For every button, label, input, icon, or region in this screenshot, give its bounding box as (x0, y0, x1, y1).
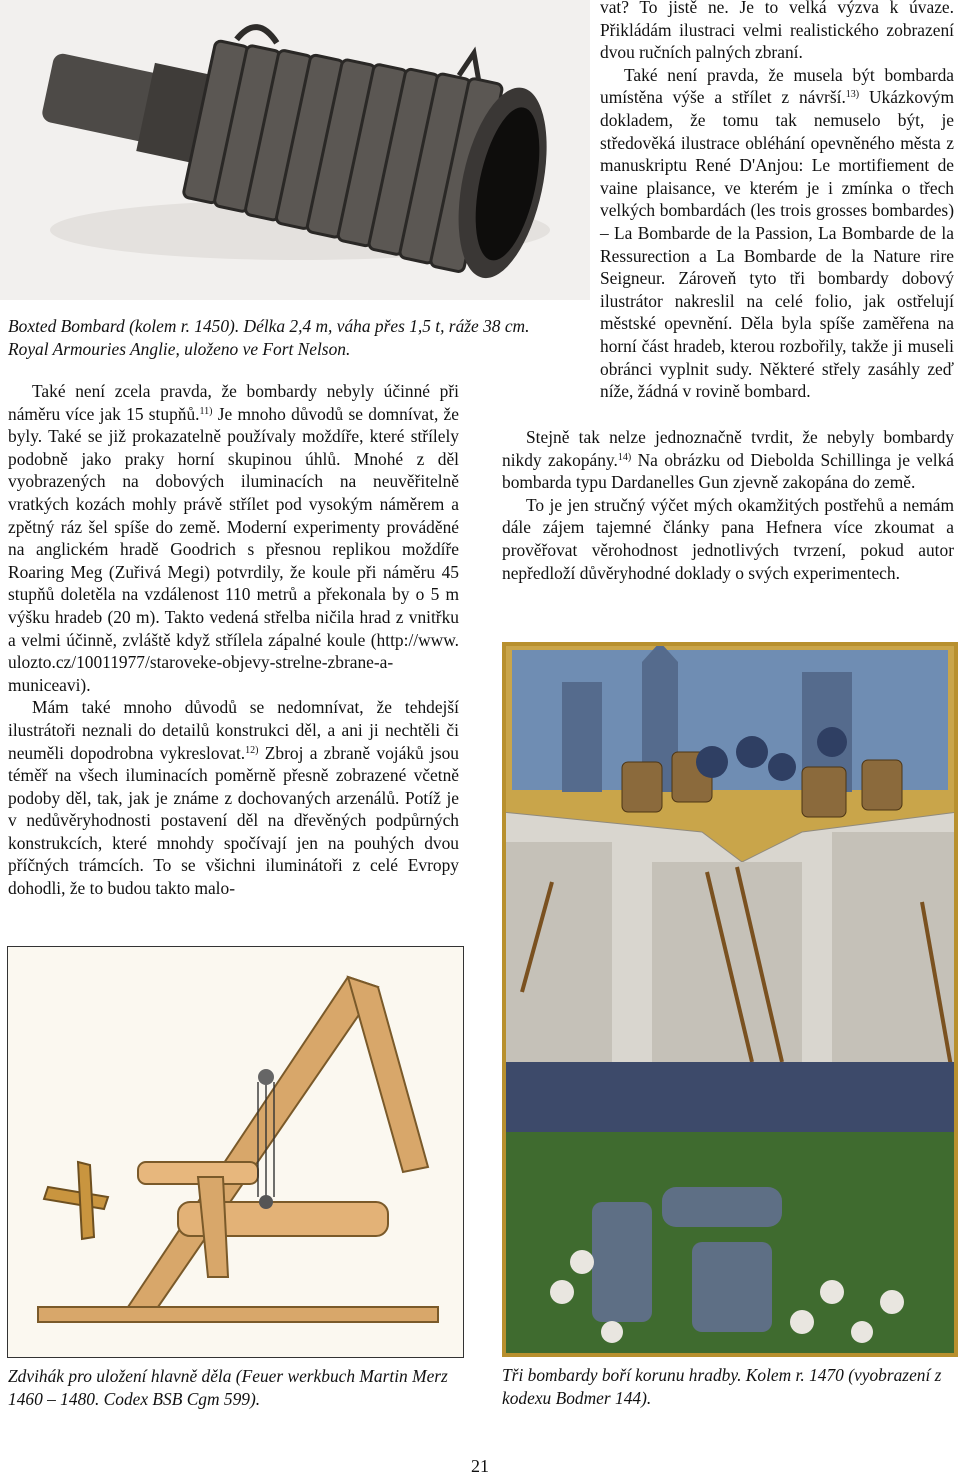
crane-illustration (7, 946, 464, 1358)
right-paragraph-0: vat? To jistě ne. Je to velká výzva k úvaze. Přikládám ilustraci velmi realistického zobrazení dvou ručních palných zbraní. (600, 0, 954, 63)
right-column-text-lower (502, 426, 954, 584)
bombard-caption (8, 315, 598, 360)
footnote-13: 13) (845, 89, 860, 101)
bombard-caption-line2: Royal Armouries Anglie, uloženo ve Fort Nelson. (8, 338, 351, 359)
left-paragraph-2: Mám také mnoho důvodů se nedomnívat, že tehdejší ilustrátoři neznali do detailů konstrukci děl, a ani ji nechtěli či neuměli dopodrobna vykreslovat.$^{12)}$ Zbroj a zbraně vojáků jsou téměř na všech iluminacích poměrně přesně zobrazené včetně podoby děl, tak, jak je známe z dochovaných arzenálů. Potíž je v nedůvěryhodnosti postavení děl na dřevěných podpůrných konstrukcích, které mnohdy spočívají jen na pouhých dvou příčných trámcích. To se všichni iluminátoři z celé Evropy dohodli, že to budou takto malo- (8, 697, 459, 899)
page-number: 21 (471, 1456, 489, 1476)
siege-caption: Tři bombardy boří korunu hradby. Kolem r. 1470 (vyobrazení z kodexu Bodmer 144). (502, 1365, 942, 1408)
footnote-14: 14) (617, 451, 632, 463)
right-paragraph-2: Stejně tak nelze jednoznačně tvrdit, že nebyly bombardy nikdy zakopány.$^{14)}$ Na obrázku od Diebolda Schillinga je velká bombarda typu Dardanelles Gun zjevně zakopána do země. (502, 427, 954, 493)
bombard-photo (0, 0, 590, 300)
bombard-caption-line1: Boxted Bombard (kolem r. 1450). Délka 2,4 m, váha přes 1,5 t, ráže 38 cm. (8, 316, 530, 336)
siege-miniature (502, 642, 958, 1357)
crane-caption: Zdvihák pro uložení hlavně děla (Feuer werkbuch Martin Merz 1460 – 1480. Codex BSB Cgm 599). (8, 1366, 448, 1409)
right-paragraph-1: Také není pravda, že musela být bombarda umístěna výše a střílet z návrší.$^{13)}$ Ukázkovým dokladem, že tomu tak nemuselo být, je středověká ilustrace obléhání opevněného města z manuskriptu René D'Anjou: Le mortifiement de vaine plaisance, ve kterém je i zmínka o třech velkých bombardách (les trois grosses bombardes) – La Bombarde de la Passion, La Bombarde de la Ressurection a La Bombarde de la Nature rire Seigneur. Zároveň tyto tři bombardy dobový ilustrátor nakreslil na celé folio, jak ostřelují městské opevnění. Děla byla spíše zaměřena na horní část hradeb, kterou rozbořily, takže ji museli obránci vyplnit sudy. Některé střely zasáhly zeď níže, žádná v rovině bombard. (600, 64, 954, 402)
footnote-12: 12) (245, 744, 259, 756)
bombard-illustration (0, 0, 590, 300)
right-column-text (600, 0, 954, 403)
footnote-11: 11) (199, 405, 213, 417)
left-paragraph-1: Také není zcela pravda, že bombardy nebyly účinné při náměru více jak 15 stupňů.$^{11)}$ Je mnoho důvodů se domnívat, že byly. Také se již prokazatelně používaly moždíře, které střílely podobně jako praky horní skupinou úhlů. Mnohé z děl vyobrazených na dobových iluminacích na neuvěřitelně vratkých kozách mohly právě střílet pod vysokým náměrem a zpětný ráz šel spíše do země. Moderní experimenty prováděné na anglickém hradě Goodrich s přesnou replikou moždíře Roaring Meg (Zuřivá Megi) potvrdily, že koule při náměru 45 stupňů doletěla na vzdálenost 110 metrů a překonala by o 5 m výšku hradeb (20 m). Takto vedená střelba ničila hrad z vnitřku a velmi účinně, zvláště když střílela zápalné koule (http://www. ulozto.cz/10011977/staroveke-objevy-strelne-zbrane-a-municeavi). (8, 381, 459, 695)
siege-painting (502, 642, 958, 1357)
crane-drawing (8, 947, 463, 1357)
left-column-text (8, 380, 459, 900)
right-paragraph-3: To je jen stručný výčet mých okamžitých postřehů a nemám dále zájem tajemné články pana Hefnera více zkoumat a prověřovat věrohodnost jednotlivých tvrzení, pokud autor nepředloží důvěryhodné doklady o svých experimentech. (502, 494, 954, 583)
